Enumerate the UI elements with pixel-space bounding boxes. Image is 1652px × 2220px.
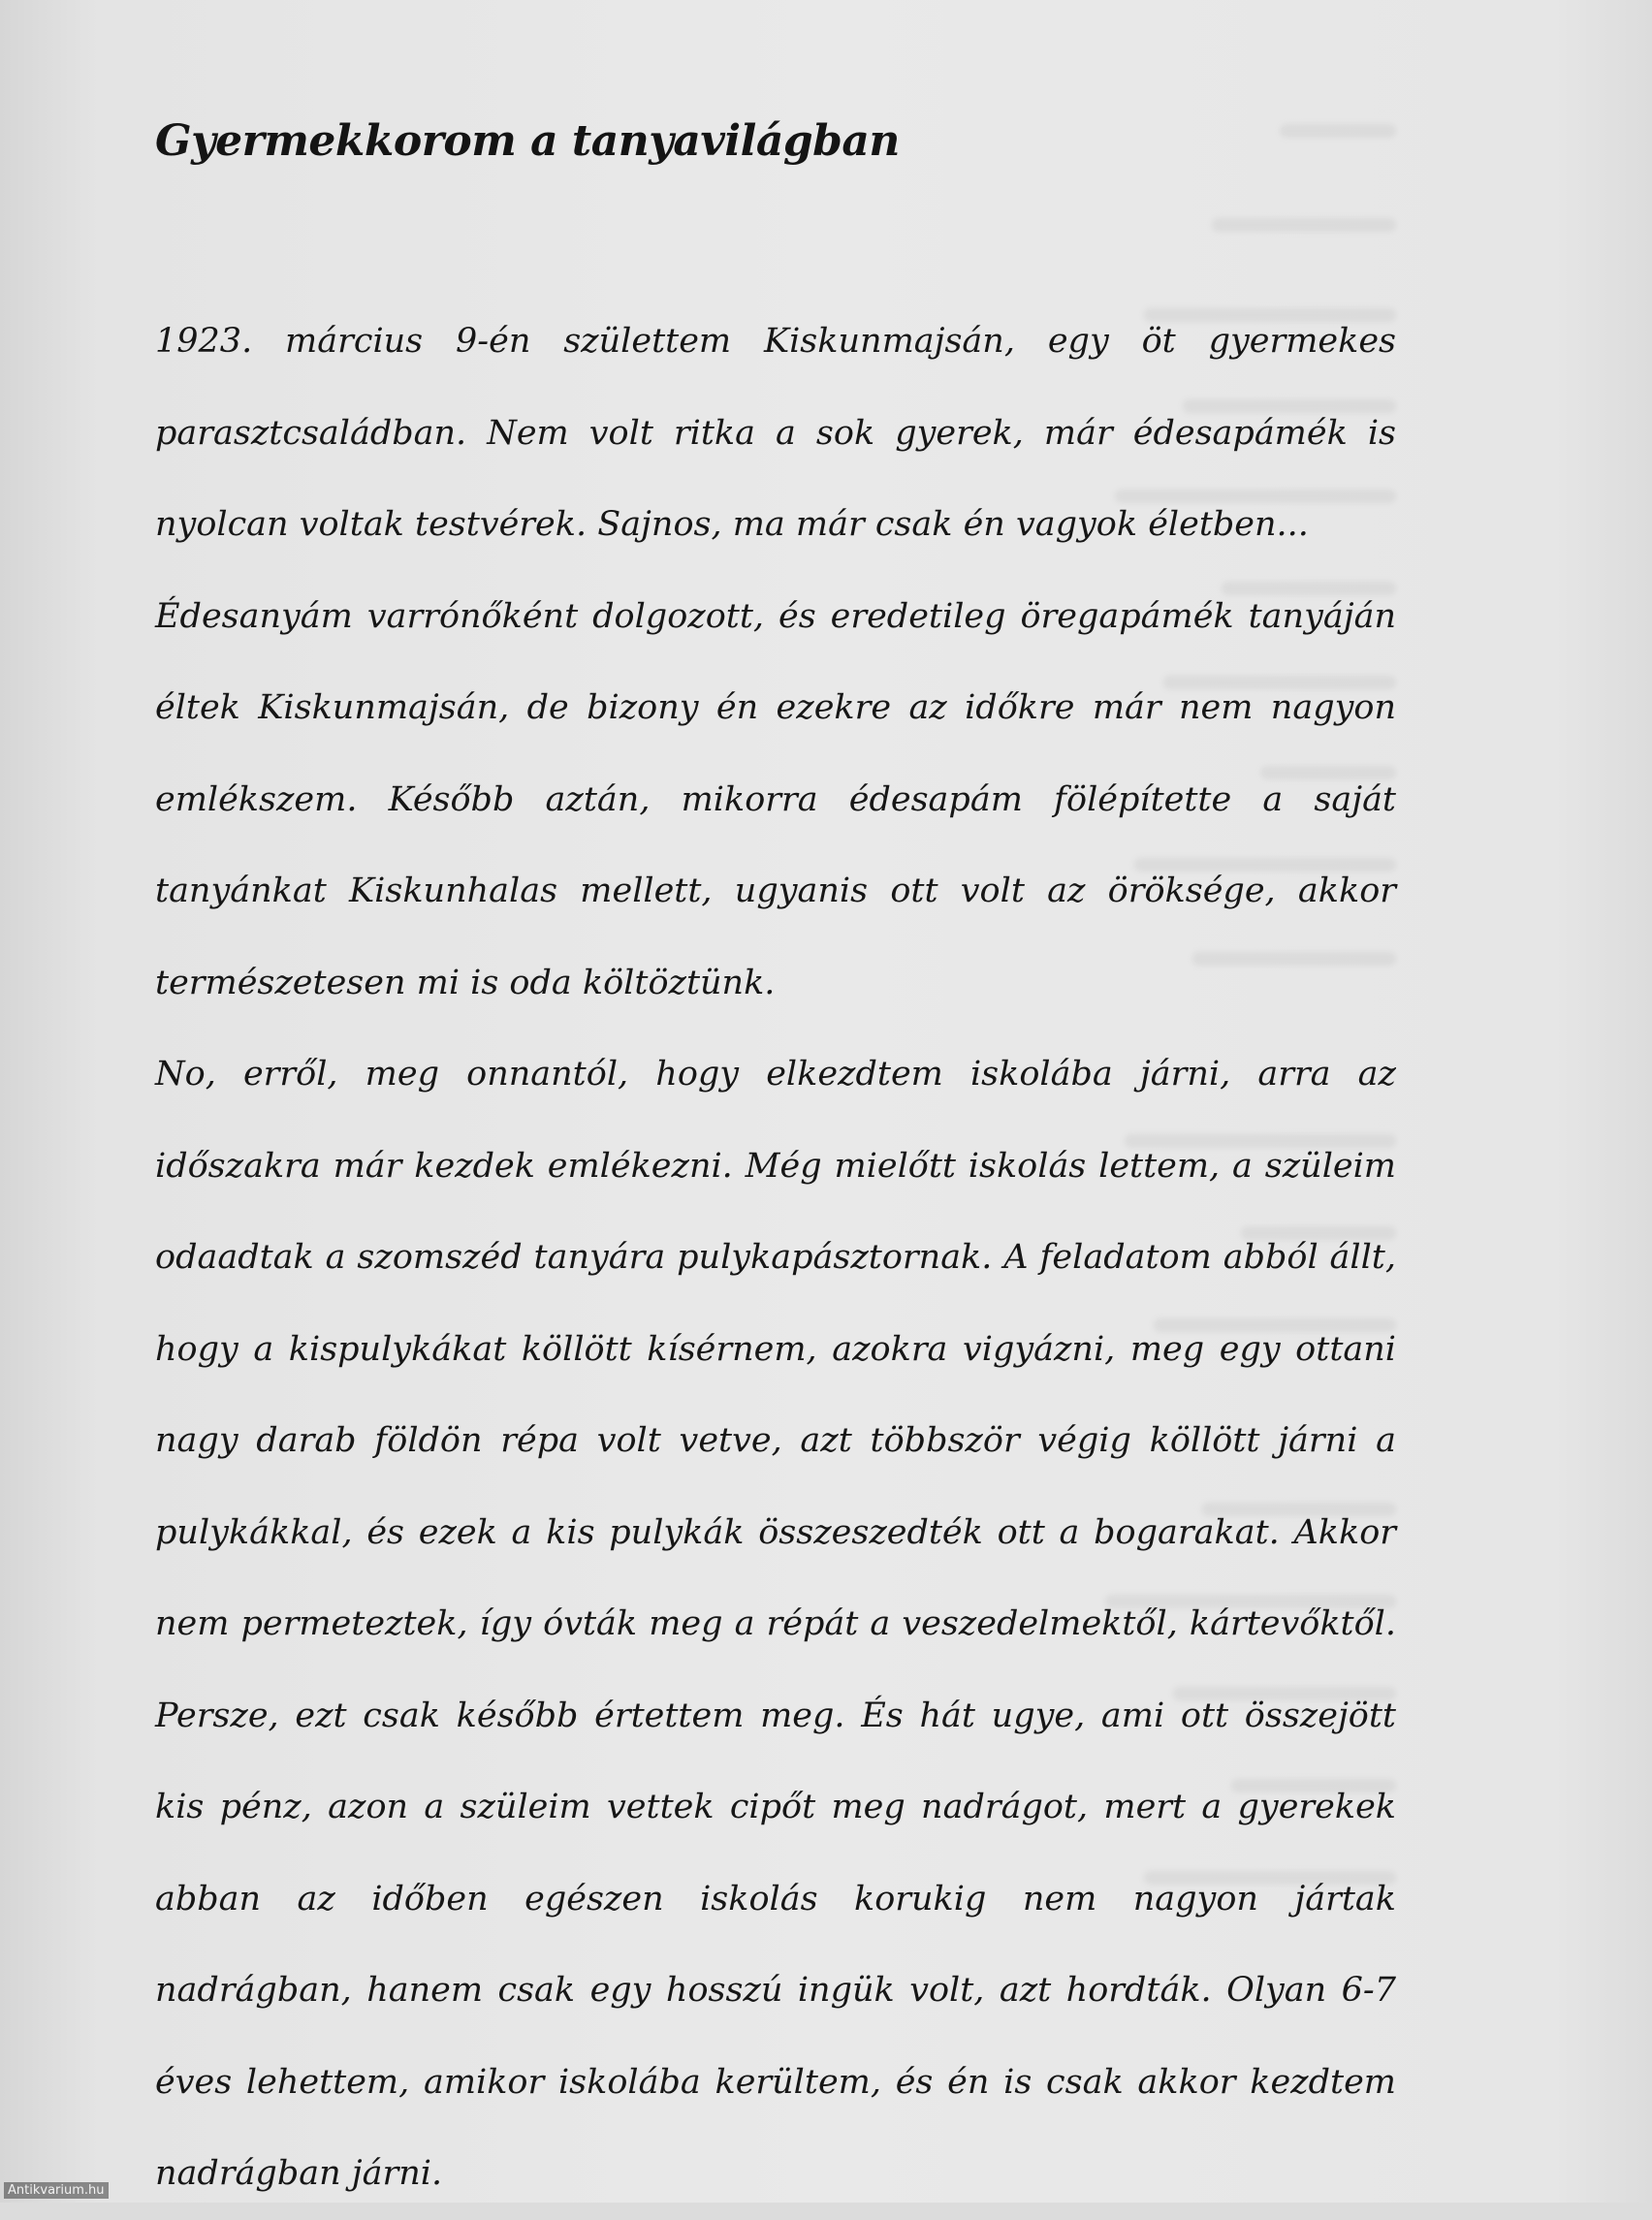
paragraph: No, erről, meg onnantól, hogy elkezdtem iskolába járni, arra az időszakra már kezdek emlékezni. Még mielőtt iskolás lettem, a szüleim odaadtak a szomszéd tanyára pulykapásztornak. A feladatom abból állt, hogy a kispulykákat köllött kísérnem, azokra vigyázni, meg egy ottani nagy darab földön répa volt vetve, azt többször végig köllött járni a pulykákkal, és ezek a kis pulykák összeszedték ott a bogarakat. Akkor nem permeteztek, így óvták meg a répát a veszedelmektől, kártevőktől. Persze, ezt csak később értettem meg. És hát ugye, ami ott összejött kis pénz, azon a szüleim vettek cipőt meg nadrágot, mert a gyerekek abban az időben egészen iskolás korukig nem nagyon jártak nadrágban, hanem csak egy hosszú ingük volt, azt hordták. Olyan 6-7 éves lehettem, amikor iskolába kerültem, és én is csak akkor kezdtem nadrágban járni. (155, 1055, 1396, 2193)
watermark: Antikvarium.hu (4, 2182, 109, 2199)
chapter-title: Gyermekkorom a tanyavilágban (155, 116, 900, 166)
body-text (155, 296, 1396, 2220)
paragraph: 1923. március 9-én születtem Kiskunmajsán, egy öt gyermekes parasztcsaládban. Nem volt ritka a sok gyerek, már édesapámék is nyolcan voltak testvérek. Sajnos, ma már csak én vagyok életben... (155, 322, 1396, 544)
paragraph: Édesanyám varrónőként dolgozott, és eredetileg öregapámék tanyáján éltek Kiskunmajsán, de bizony én ezekre az időkre már nem nagyon emlékszem. Később aztán, mikorra édesapám fölépítette a saját tanyánkat Kiskunhalas mellett, ugyanis ott volt az öröksége, akkor természetesen mi is oda költöztünk. (155, 596, 1396, 1002)
